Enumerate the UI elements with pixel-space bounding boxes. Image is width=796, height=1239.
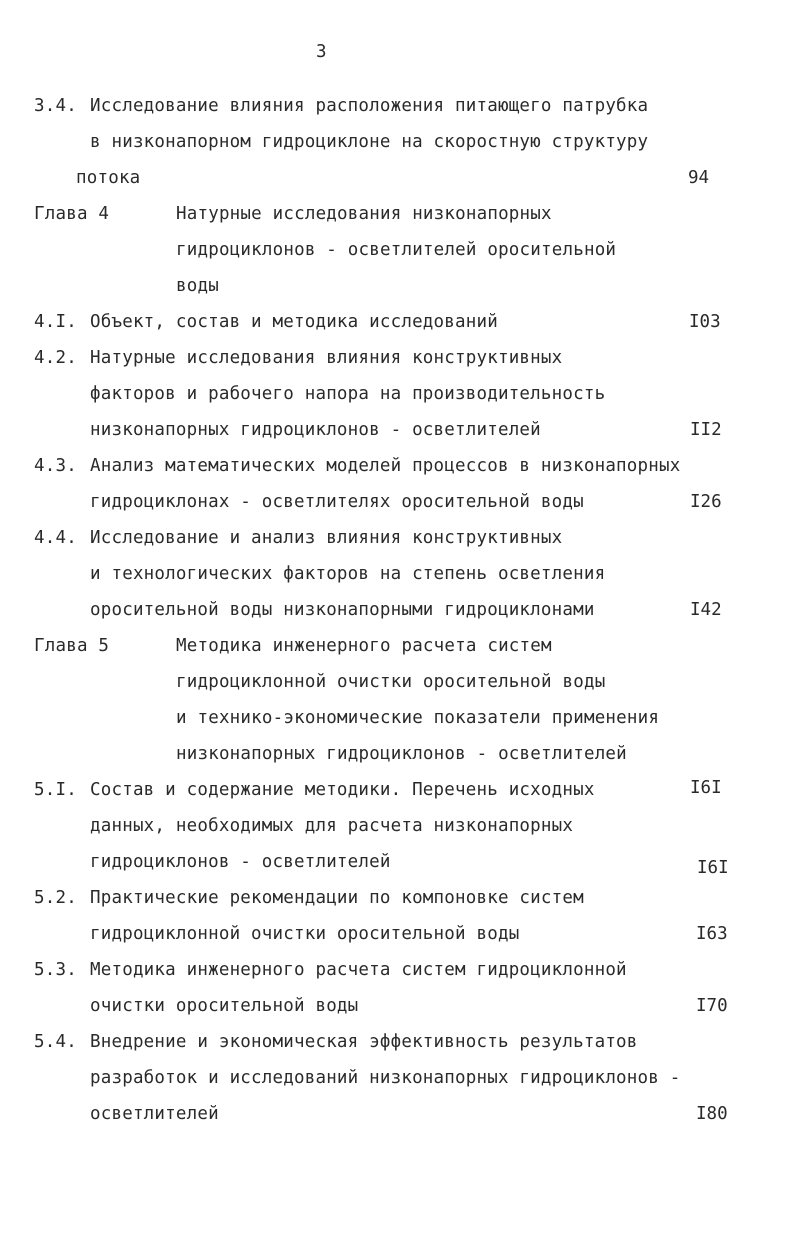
entry-title-line: Состав и содержание методики. Перечень исходных <box>90 780 595 800</box>
entry-page: I03 <box>689 312 721 332</box>
entry-title-line: Объект, состав и методика исследований <box>90 312 498 332</box>
entry-page: I26 <box>690 492 722 512</box>
entry-title-line: очистки оросительной воды <box>90 996 359 1016</box>
entry-title-line: Методика инженерного расчета систем гидроциклонной <box>90 960 627 980</box>
entry-title-line: Исследование влияния расположения питающего патрубка <box>90 96 649 116</box>
entry-page: I70 <box>696 996 728 1016</box>
entry-title-line: гидроциклонах - осветлителях оросительной воды <box>90 492 584 512</box>
chapter-title-line: низконапорных гидроциклонов - осветлителей <box>176 744 627 764</box>
page-number: 3 <box>316 42 327 62</box>
chapter-title-line: воды <box>176 276 219 296</box>
entry-title-line: факторов и рабочего напора на производительность <box>90 384 606 404</box>
entry-number: 4.4. <box>34 528 77 548</box>
entry-title-line: Натурные исследования влияния конструктивных <box>90 348 563 368</box>
entry-title-line: и технологических факторов на степень осветления <box>90 564 606 584</box>
chapter-number: Глава 4 <box>34 204 110 224</box>
entry-title-line: Внедрение и экономическая эффективность результатов <box>90 1032 638 1052</box>
entry-page: II2 <box>690 420 722 440</box>
entry-title-line: Исследование и анализ влияния конструктивных <box>90 528 563 548</box>
entry-title-line: в низконапорном гидроциклоне на скоростную структуру <box>90 132 649 152</box>
entry-title-line: разработок и исследований низконапорных гидроциклонов - <box>90 1068 681 1088</box>
chapter-title-line: Натурные исследования низконапорных <box>176 204 552 224</box>
entry-page: 94 <box>688 168 710 188</box>
chapter-number: Глава 5 <box>34 636 110 656</box>
entry-page: I42 <box>690 600 722 620</box>
entry-page: I80 <box>696 1104 728 1124</box>
chapter-title-line: гидроциклонной очистки оросительной воды <box>176 672 606 692</box>
entry-title-line: низконапорных гидроциклонов - осветлителей <box>90 420 541 440</box>
entry-title-line: оросительной воды низконапорными гидроциклонами <box>90 600 595 620</box>
entry-number: 4.2. <box>34 348 77 368</box>
entry-page: I63 <box>696 924 728 944</box>
entry-number: 5.I. <box>34 780 77 800</box>
entry-title-line: потока <box>76 168 141 188</box>
entry-title-line: осветлителей <box>90 1104 219 1124</box>
entry-number: 5.4. <box>34 1032 77 1052</box>
chapter-title-line: Методика инженерного расчета систем <box>176 636 552 656</box>
entry-number: 4.3. <box>34 456 77 476</box>
entry-number: 5.2. <box>34 888 77 908</box>
entry-number: 5.3. <box>34 960 77 980</box>
entry-title-line: данных, необходимых для расчета низконапорных <box>90 816 574 836</box>
entry-number: 4.I. <box>34 312 77 332</box>
entry-title-line: Анализ математических моделей процессов в низконапорных <box>90 456 681 476</box>
entry-page-repeat: I6I <box>697 858 729 878</box>
entry-title-line: гидроциклонов - осветлителей <box>90 852 391 872</box>
chapter-title-line: и технико-экономические показатели применения <box>176 708 660 728</box>
entry-title-line: гидроциклонной очистки оросительной воды <box>90 924 520 944</box>
entry-title-line: Практические рекомендации по компоновке систем <box>90 888 584 908</box>
entry-page: I6I <box>690 778 722 798</box>
chapter-title-line: гидроциклонов - осветлителей оросительной <box>176 240 617 260</box>
entry-number: 3.4. <box>34 96 77 116</box>
